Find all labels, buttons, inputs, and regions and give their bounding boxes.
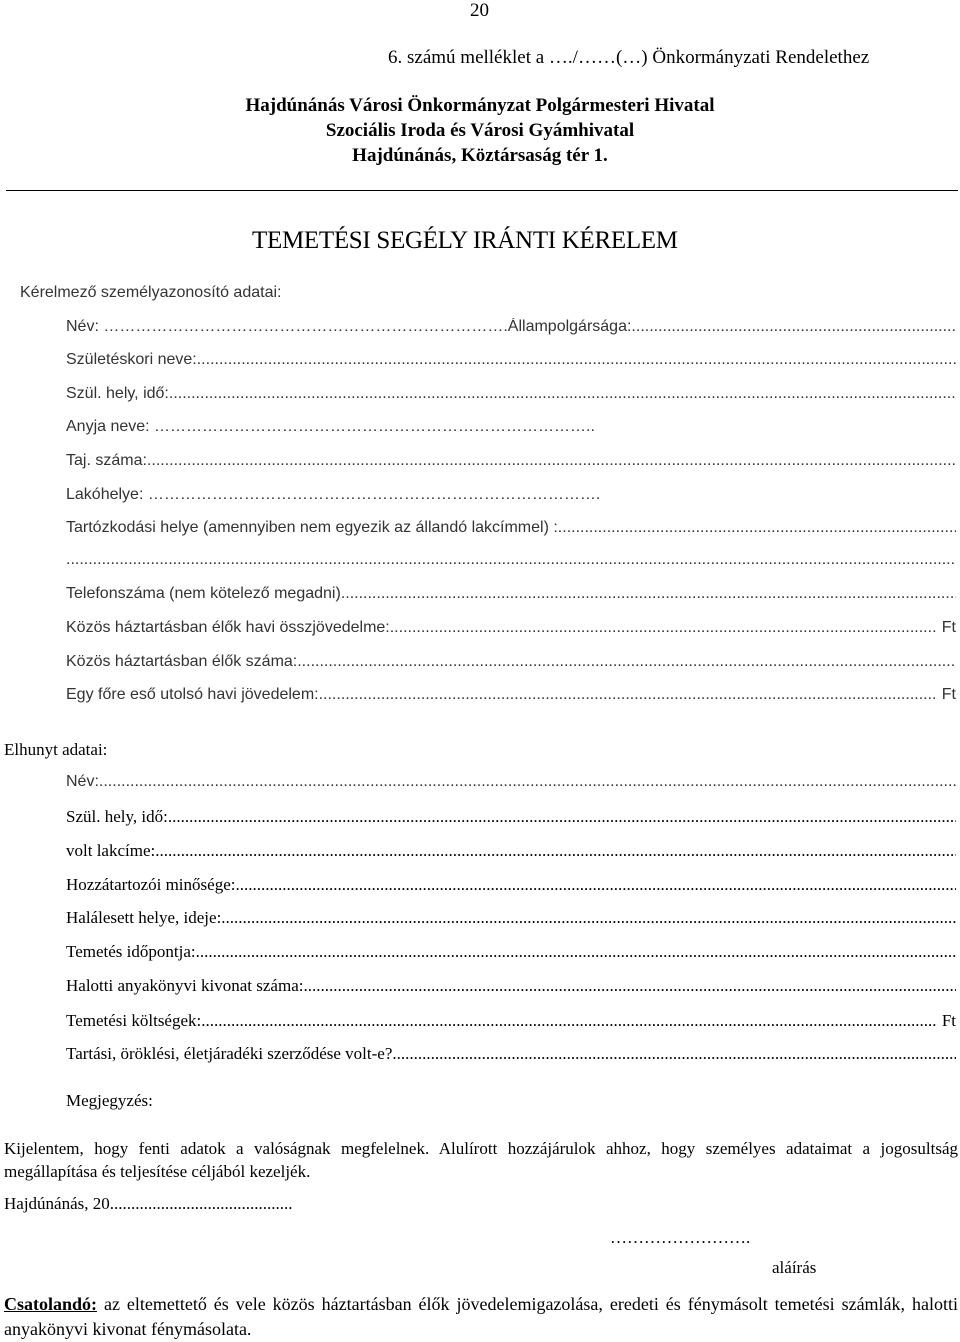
attachments-label: Csatolandó: xyxy=(4,1294,98,1314)
contract-label: Tartási, öröklési, életjáradéki szerződése volt-e? xyxy=(66,1044,393,1063)
applicant-name-field[interactable] xyxy=(66,318,956,340)
deceased-birth-field[interactable] xyxy=(66,807,956,829)
per-capita-income-label: Egy főre eső utolsó havi jövedelem: xyxy=(66,686,319,703)
deceased-birth-label: Szül. hely, idő: xyxy=(66,807,168,826)
death-certificate-label: Halotti anyakönyvi kivonat száma: xyxy=(66,976,304,995)
household-income-label: Közös háztartásban élők havi összjövedelme: xyxy=(66,619,390,636)
birth-place-label: Szül. hely, idő: xyxy=(66,385,169,402)
header-divider xyxy=(6,190,958,191)
relation-label: Hozzátartozói minősége: xyxy=(66,875,236,894)
funeral-costs-unit: Ft xyxy=(941,1011,956,1030)
deceased-name-field[interactable] xyxy=(66,773,956,795)
signature-label: aláírás xyxy=(772,1258,817,1277)
funeral-date-label: Temetés időpontja: xyxy=(66,942,196,961)
household-count-field[interactable] xyxy=(66,653,956,675)
institution-address: Hajdúnánás, Köztársaság tér 1. xyxy=(352,145,608,166)
stay-label: Tartózkodási helye (amennyiben nem egyezik az állandó lakcímmel) : xyxy=(66,519,558,536)
death-place-field[interactable] xyxy=(66,908,956,930)
deceased-address-label: volt lakcíme: xyxy=(66,841,156,860)
note-label: Megjegyzés: xyxy=(66,1091,153,1110)
death-place-label: Halálesett helye, ideje: xyxy=(66,908,222,927)
deceased-address-field[interactable] xyxy=(66,841,956,863)
applicant-section-heading: Kérelmező személyazonosító adatai: xyxy=(20,284,282,301)
institution-department: Szociális Iroda és Városi Gyámhivatal xyxy=(325,120,635,141)
page-number: 20 xyxy=(470,0,489,21)
household-count-label: Közös háztartásban élők száma: xyxy=(66,653,298,670)
place-date-field[interactable]: Hajdúnánás, 20........................................... xyxy=(4,1194,293,1213)
institution-name: Hajdúnánás Városi Önkormányzat Polgármesteri Hivatal xyxy=(245,95,715,116)
applicant-stay-field[interactable] xyxy=(66,519,956,541)
residence-label: Lakóhelye: …………………………………………………………………………. xyxy=(66,486,601,503)
taj-label: Taj. száma: xyxy=(66,452,147,469)
applicant-birth-place-field[interactable] xyxy=(66,385,956,407)
applicant-name-label: Név: ………………………………………………………………….Állampolgársága: xyxy=(66,318,632,335)
funeral-costs-field[interactable] xyxy=(66,1011,956,1033)
attachments-text: az eltemettető és vele közös háztartásban élők jövedelemigazolása, eredeti és fénymásolt temetési számlák, halotti anyakönyvi kivonat fénymásolata. xyxy=(4,1294,958,1339)
funeral-date-field[interactable] xyxy=(66,942,956,964)
phone-label: Telefonszáma (nem kötelező megadni) xyxy=(66,585,341,602)
birth-name-label: Születéskori neve: xyxy=(66,351,197,368)
signature-line[interactable]: ……………………. xyxy=(610,1228,751,1247)
household-income-field[interactable] xyxy=(66,619,956,641)
household-income-unit: Ft xyxy=(941,619,956,636)
funeral-costs-label: Temetési költségek: xyxy=(66,1011,202,1030)
deceased-section-heading: Elhunyt adatai: xyxy=(4,740,108,759)
death-certificate-field[interactable] xyxy=(66,976,956,998)
attachments-note xyxy=(4,1292,958,1342)
relation-field[interactable] xyxy=(66,875,956,897)
mother-name-label: Anyja neve: ……………………………………………………………………….. xyxy=(66,418,595,435)
form-title: TEMETÉSI SEGÉLY IRÁNTI KÉRELEM xyxy=(252,227,678,254)
deceased-name-label: Név: xyxy=(66,773,99,790)
declaration-text: Kijelentem, hogy fenti adatok a valóságnak megfelelnek. Alulírott hozzájárulok ahhoz, hogy személyes adataimat a jogosultság megállapítása és teljesítése céljából kezeljék. xyxy=(4,1139,958,1181)
applicant-birth-name-field[interactable] xyxy=(66,351,956,373)
annex-reference: 6. számú melléklet a …./……(…) Önkormányzati Rendelethez xyxy=(388,47,870,68)
per-capita-income-field[interactable] xyxy=(66,686,956,708)
applicant-residence-field[interactable] xyxy=(66,486,600,508)
applicant-taj-field[interactable] xyxy=(66,452,956,474)
contract-field[interactable] xyxy=(66,1044,956,1066)
applicant-phone-field[interactable] xyxy=(66,585,956,607)
applicant-mother-name-field[interactable] xyxy=(66,418,595,440)
applicant-stay-continuation[interactable] xyxy=(66,551,956,573)
per-capita-income-unit: Ft xyxy=(941,686,956,703)
